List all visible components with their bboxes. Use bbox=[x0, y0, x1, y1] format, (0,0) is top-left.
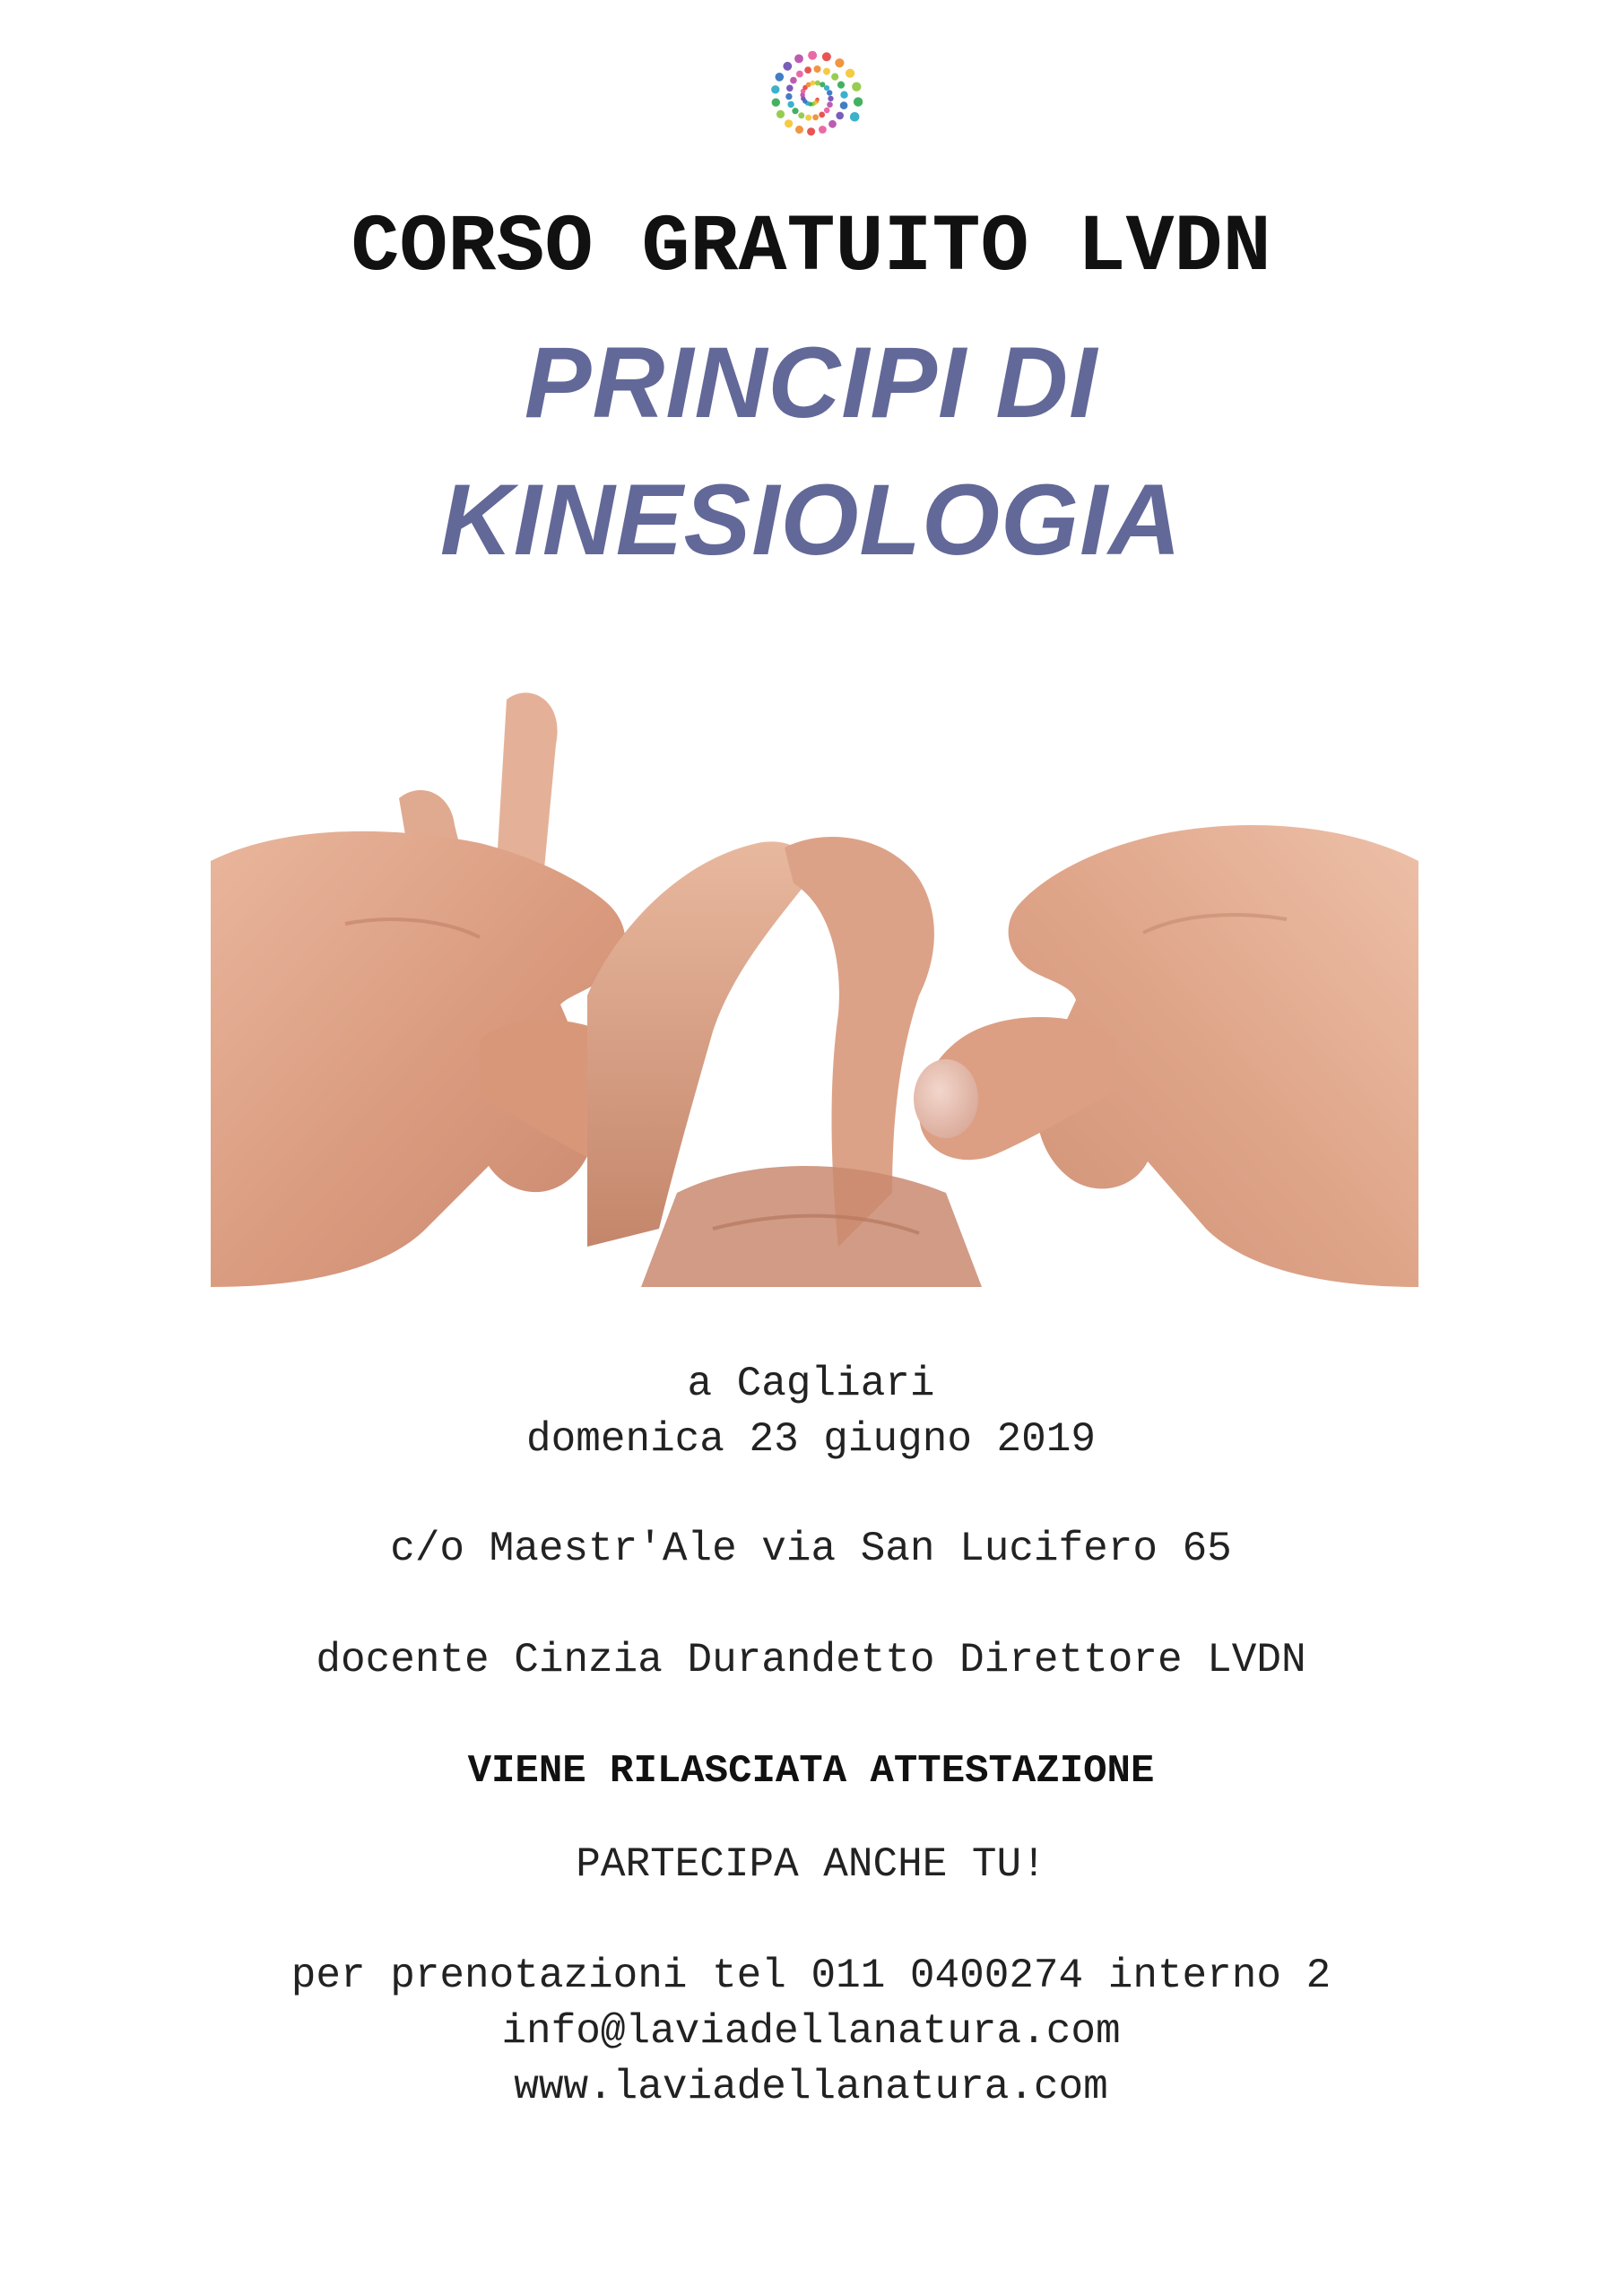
spiral-logo-icon bbox=[764, 43, 863, 151]
event-date: domenica 23 giugno 2019 bbox=[526, 1416, 1096, 1463]
title-line-1: PRINCIPI DI bbox=[524, 326, 1098, 439]
event-venue: c/o Maestr'Ale via San Lucifero 65 bbox=[390, 1526, 1232, 1572]
certificate-notice: VIENE RILASCIATA ATTESTAZIONE bbox=[467, 1749, 1155, 1794]
course-heading: CORSO GRATUITO LVDN bbox=[351, 203, 1271, 294]
contact-website: www.laviadellanatura.com bbox=[514, 2064, 1108, 2110]
contact-email: info@laviadellanatura.com bbox=[501, 2008, 1121, 2055]
event-location: a Cagliari bbox=[687, 1361, 935, 1407]
title-line-2: KINESIOLOGIA bbox=[439, 464, 1183, 576]
hands-photo bbox=[211, 691, 1418, 1287]
event-teacher: docente Cinzia Durandetto Direttore LVDN bbox=[316, 1637, 1306, 1683]
call-to-action: PARTECIPA ANCHE TU! bbox=[576, 1841, 1046, 1888]
booking-phone: per prenotazioni tel 011 0400274 interno 2 bbox=[291, 1952, 1331, 1999]
